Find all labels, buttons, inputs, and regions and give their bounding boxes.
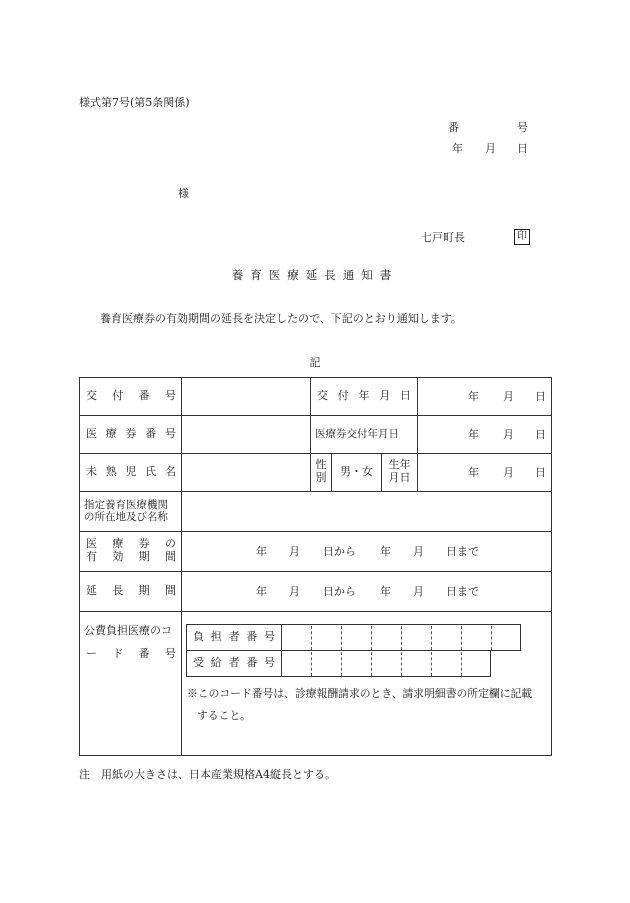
label-validity-period [86, 531, 176, 571]
label-char: 年 [358, 388, 370, 402]
digit-divider [371, 652, 372, 676]
label-char: 担 [210, 630, 222, 644]
notice-body-text: 養育医療券の有効期間の延長を決定したので、下記のとおり通知します。 [100, 312, 462, 325]
issue-number-field[interactable] [182, 378, 310, 415]
date-day: 日 [535, 428, 546, 441]
date-year: 年 [468, 428, 479, 441]
box-line [186, 650, 187, 677]
issue-date-field[interactable] [418, 378, 551, 415]
period-start-year: 年 [256, 545, 267, 558]
code-note-line-2: すること。 [197, 709, 251, 722]
label-line [86, 551, 176, 564]
table-border-right [551, 377, 552, 756]
date-day: 日 [535, 390, 546, 403]
label-medical-institution [84, 491, 180, 531]
label-char: 番 [246, 630, 258, 644]
number-label-ban: 番 [448, 121, 459, 134]
label-line: の所在地及び名称 [84, 511, 168, 523]
date-month: 月 [503, 390, 514, 403]
period-start-day: 日から [323, 585, 356, 598]
period-start-year: 年 [256, 585, 267, 598]
label-char: 期 [138, 583, 150, 597]
label-char: 号 [264, 630, 275, 644]
label-line: 生年 [388, 458, 411, 472]
label-char: ド [112, 646, 124, 660]
label-char: 号 [164, 646, 176, 660]
sex-choice[interactable]: 男・女 [340, 464, 373, 478]
label-char: 間 [164, 550, 176, 563]
label-infant-name [86, 453, 176, 491]
period-end-day: 日まで [446, 585, 479, 598]
period-end-year: 年 [380, 545, 391, 558]
code-note-line-1: ※このコード番号は、診療報酬請求のとき、請求明細書の所定欄に記載 [187, 687, 533, 700]
digit-divider [311, 626, 312, 650]
label-medical-ticket-number [86, 415, 176, 453]
label-char: 医 [86, 537, 97, 551]
label-public-expense-code-2 [86, 646, 176, 662]
addressee-suffix: 様 [178, 187, 189, 200]
label-char: 号 [165, 426, 176, 440]
digit-divider [431, 652, 432, 676]
period-start-month: 月 [289, 585, 300, 598]
label-char: 長 [112, 583, 124, 597]
period-start-month: 月 [289, 545, 300, 558]
label-char: 性 [315, 458, 327, 472]
document-title: 養育医療延長通知書 [231, 268, 399, 282]
ki-heading: 記 [309, 356, 321, 369]
digit-divider [341, 626, 342, 650]
label-char: の [164, 537, 176, 551]
table-row-divider [79, 611, 552, 612]
label-char: 番 [138, 646, 150, 660]
label-char: 者 [228, 656, 240, 670]
digit-divider [461, 652, 462, 676]
box-line [490, 650, 491, 677]
digit-divider [491, 626, 492, 650]
date-year: 年 [468, 466, 479, 479]
label-char: 給 [210, 656, 222, 670]
label-char: 効 [112, 550, 124, 563]
box-line [520, 624, 521, 651]
table-border-left [79, 377, 80, 756]
form-number-label: 様式第7号(第5条関係) [79, 96, 190, 109]
label-char: 名 [165, 464, 176, 478]
label-char: 期 [138, 550, 150, 563]
medical-ticket-number-field[interactable] [182, 416, 310, 453]
recipient-number-input[interactable] [282, 651, 490, 676]
seal-mark: 印 [514, 229, 530, 245]
label-birth-date [382, 453, 417, 491]
date-month: 月 [503, 466, 514, 479]
label-line: 月日 [388, 471, 411, 484]
validity-period-field[interactable] [182, 532, 551, 571]
label-char: 医 [86, 426, 97, 440]
period-start-day: 日から [323, 545, 356, 558]
label-char: 有 [86, 550, 97, 563]
period-end-year: 年 [380, 585, 391, 598]
label-char: 番 [138, 388, 150, 402]
label-char: 氏 [145, 464, 157, 478]
digit-divider [371, 626, 372, 650]
label-extension-period [86, 571, 176, 611]
label-char: 月 [379, 388, 391, 402]
label-char: 番 [145, 426, 157, 440]
label-char: 日 [400, 388, 411, 402]
period-end-day: 日まで [446, 545, 479, 558]
ticket-issue-date-field[interactable] [418, 416, 551, 453]
label-char: ー [86, 646, 97, 660]
label-char: 付 [112, 388, 124, 402]
period-end-month: 月 [413, 585, 424, 598]
label-public-expense-code-1: 公費負担医療のコ [84, 624, 172, 637]
label-char: 券 [125, 426, 137, 440]
date-month: 月 [503, 428, 514, 441]
table-border-bottom [79, 755, 552, 756]
label-char: 児 [125, 464, 137, 478]
paper-size-note: 注 用紙の大きさは、日本産業規格A4縦長とする。 [79, 768, 336, 781]
label-issue-date [317, 377, 411, 415]
date-year: 年 [468, 390, 479, 403]
digit-divider [341, 652, 342, 676]
label-char: 番 [246, 656, 258, 670]
label-char: 号 [164, 388, 176, 402]
extension-period-field[interactable] [182, 572, 551, 611]
digit-divider [311, 652, 312, 676]
label-char: 者 [228, 630, 240, 644]
birth-date-field[interactable] [418, 454, 551, 491]
label-payer-number [193, 624, 275, 651]
label-char: 間 [164, 583, 176, 597]
label-char: 延 [86, 583, 97, 597]
label-recipient-number [193, 650, 275, 677]
period-end-month: 月 [413, 545, 424, 558]
label-sex [311, 453, 331, 491]
label-char: 券 [138, 537, 150, 551]
label-line [86, 538, 176, 551]
box-line [186, 624, 187, 651]
issuer-mayor: 七戸町長 [421, 231, 465, 244]
label-line: 指定養育医療機関 [84, 498, 168, 511]
label-issue-number [86, 377, 176, 415]
digit-divider [431, 626, 432, 650]
label-char: 熟 [105, 464, 117, 478]
digit-divider [401, 626, 402, 650]
medical-institution-field[interactable] [182, 492, 551, 531]
header-date-year: 年 [452, 142, 463, 155]
label-char: 交 [86, 388, 97, 402]
label-ticket-issue-date: 医療券交付年月日 [315, 427, 399, 440]
label-char: 受 [193, 656, 204, 670]
infant-name-field[interactable] [182, 454, 310, 491]
header-date-day: 日 [517, 142, 528, 155]
digit-divider [401, 652, 402, 676]
label-char: 負 [193, 630, 204, 644]
label-char: 療 [105, 426, 117, 440]
label-char: 別 [315, 471, 327, 484]
label-char: 未 [86, 464, 97, 478]
label-char: 療 [112, 537, 124, 551]
date-day: 日 [535, 466, 546, 479]
label-char: 交 [317, 388, 328, 402]
label-char: 号 [264, 656, 275, 670]
header-date-month: 月 [485, 142, 496, 155]
number-label-gou: 号 [517, 121, 528, 134]
digit-divider [461, 626, 462, 650]
label-char: 付 [337, 388, 349, 402]
